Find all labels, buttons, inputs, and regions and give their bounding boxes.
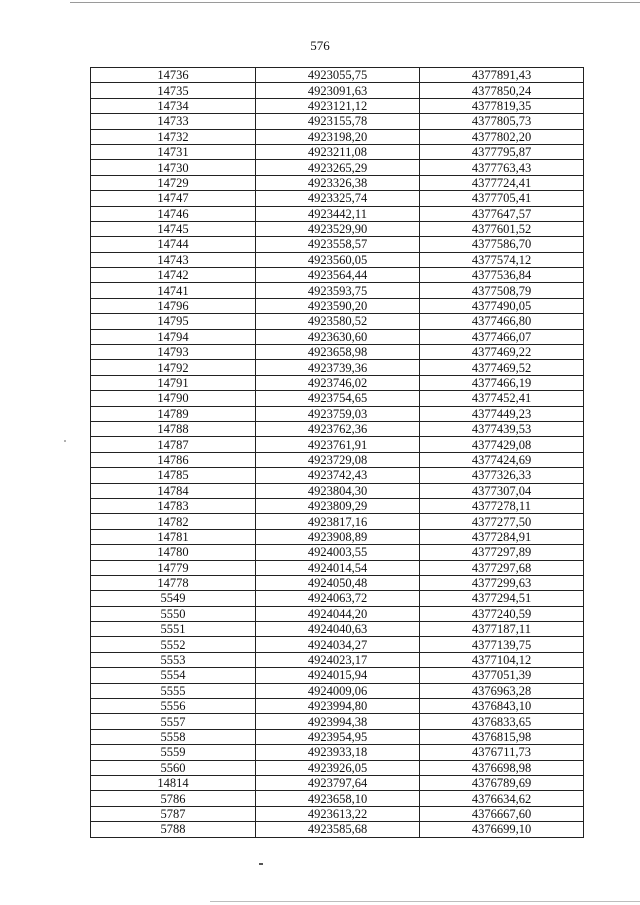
point-number-cell: 14785 bbox=[91, 468, 256, 483]
table-row bbox=[91, 729, 584, 744]
x-coordinate-cell: 4923994,80 bbox=[256, 699, 420, 714]
y-coordinate-cell: 4377307,04 bbox=[420, 483, 584, 498]
point-number-cell: 5552 bbox=[91, 637, 256, 652]
y-coordinate-cell: 4376963,28 bbox=[420, 683, 584, 698]
point-number-cell: 5786 bbox=[91, 791, 256, 806]
point-number-cell: 14734 bbox=[91, 98, 256, 113]
y-coordinate-cell: 4377297,89 bbox=[420, 545, 584, 560]
x-coordinate-cell: 4923198,20 bbox=[256, 129, 420, 144]
y-coordinate-cell: 4377240,59 bbox=[420, 606, 584, 621]
table-row bbox=[91, 237, 584, 252]
x-coordinate-cell: 4923564,44 bbox=[256, 268, 420, 283]
y-coordinate-cell: 4377466,19 bbox=[420, 375, 584, 390]
y-coordinate-cell: 4377850,24 bbox=[420, 83, 584, 98]
table-row bbox=[91, 345, 584, 360]
table-row bbox=[91, 283, 584, 298]
y-coordinate-cell: 4377139,75 bbox=[420, 637, 584, 652]
y-coordinate-cell: 4376711,73 bbox=[420, 745, 584, 760]
y-coordinate-cell: 4377187,11 bbox=[420, 622, 584, 637]
y-coordinate-cell: 4377449,23 bbox=[420, 406, 584, 421]
table-row bbox=[91, 252, 584, 267]
table-row bbox=[91, 714, 584, 729]
table-row bbox=[91, 221, 584, 236]
x-coordinate-cell: 4923908,89 bbox=[256, 529, 420, 544]
point-number-cell: 5559 bbox=[91, 745, 256, 760]
point-number-cell: 5553 bbox=[91, 652, 256, 667]
x-coordinate-cell: 4923742,43 bbox=[256, 468, 420, 483]
point-number-cell: 14786 bbox=[91, 452, 256, 467]
y-coordinate-cell: 4377805,73 bbox=[420, 114, 584, 129]
scan-mark-top-line bbox=[70, 2, 640, 3]
x-coordinate-cell: 4924023,17 bbox=[256, 652, 420, 667]
point-number-cell: 14814 bbox=[91, 775, 256, 790]
table-row bbox=[91, 775, 584, 790]
table-row bbox=[91, 191, 584, 206]
table-row bbox=[91, 760, 584, 775]
point-number-cell: 14730 bbox=[91, 160, 256, 175]
table-row bbox=[91, 268, 584, 283]
point-number-cell: 14791 bbox=[91, 375, 256, 390]
point-number-cell: 14731 bbox=[91, 144, 256, 159]
scan-mark-bottom-line bbox=[210, 901, 640, 902]
table-row bbox=[91, 452, 584, 467]
x-coordinate-cell: 4923121,12 bbox=[256, 98, 420, 113]
point-number-cell: 5555 bbox=[91, 683, 256, 698]
table-row bbox=[91, 791, 584, 806]
y-coordinate-cell: 4377277,50 bbox=[420, 514, 584, 529]
table-row bbox=[91, 668, 584, 683]
y-coordinate-cell: 4377724,41 bbox=[420, 175, 584, 190]
x-coordinate-cell: 4923613,22 bbox=[256, 806, 420, 821]
point-number-cell: 14779 bbox=[91, 560, 256, 575]
point-number-cell: 14784 bbox=[91, 483, 256, 498]
table-row bbox=[91, 591, 584, 606]
y-coordinate-cell: 4377536,84 bbox=[420, 268, 584, 283]
y-coordinate-cell: 4376815,98 bbox=[420, 729, 584, 744]
point-number-cell: 5560 bbox=[91, 760, 256, 775]
point-number-cell: 5550 bbox=[91, 606, 256, 621]
y-coordinate-cell: 4377452,41 bbox=[420, 391, 584, 406]
y-coordinate-cell: 4377763,43 bbox=[420, 160, 584, 175]
point-number-cell: 14781 bbox=[91, 529, 256, 544]
point-number-cell: 14733 bbox=[91, 114, 256, 129]
coordinates-table-body bbox=[91, 68, 584, 838]
y-coordinate-cell: 4377104,12 bbox=[420, 652, 584, 667]
y-coordinate-cell: 4377795,87 bbox=[420, 144, 584, 159]
table-row bbox=[91, 822, 584, 837]
table-row bbox=[91, 575, 584, 590]
x-coordinate-cell: 4923558,57 bbox=[256, 237, 420, 252]
table-row bbox=[91, 637, 584, 652]
x-coordinate-cell: 4923817,16 bbox=[256, 514, 420, 529]
point-number-cell: 14741 bbox=[91, 283, 256, 298]
x-coordinate-cell: 4923739,36 bbox=[256, 360, 420, 375]
x-coordinate-cell: 4923761,91 bbox=[256, 437, 420, 452]
point-number-cell: 14744 bbox=[91, 237, 256, 252]
x-coordinate-cell: 4924009,06 bbox=[256, 683, 420, 698]
table-row bbox=[91, 129, 584, 144]
x-coordinate-cell: 4924040,63 bbox=[256, 622, 420, 637]
y-coordinate-cell: 4377297,68 bbox=[420, 560, 584, 575]
table-row bbox=[91, 545, 584, 560]
table-row bbox=[91, 160, 584, 175]
x-coordinate-cell: 4923593,75 bbox=[256, 283, 420, 298]
table-row bbox=[91, 498, 584, 513]
point-number-cell: 14790 bbox=[91, 391, 256, 406]
x-coordinate-cell: 4923630,60 bbox=[256, 329, 420, 344]
table-row bbox=[91, 622, 584, 637]
x-coordinate-cell: 4923211,08 bbox=[256, 144, 420, 159]
y-coordinate-cell: 4377802,20 bbox=[420, 129, 584, 144]
x-coordinate-cell: 4923155,78 bbox=[256, 114, 420, 129]
table-row bbox=[91, 314, 584, 329]
table-row bbox=[91, 114, 584, 129]
x-coordinate-cell: 4924044,20 bbox=[256, 606, 420, 621]
point-number-cell: 14747 bbox=[91, 191, 256, 206]
table-row bbox=[91, 421, 584, 436]
x-coordinate-cell: 4923754,65 bbox=[256, 391, 420, 406]
table-row bbox=[91, 375, 584, 390]
y-coordinate-cell: 4376699,10 bbox=[420, 822, 584, 837]
x-coordinate-cell: 4923759,03 bbox=[256, 406, 420, 421]
x-coordinate-cell: 4923762,36 bbox=[256, 421, 420, 436]
y-coordinate-cell: 4377490,05 bbox=[420, 298, 584, 313]
point-number-cell: 14792 bbox=[91, 360, 256, 375]
x-coordinate-cell: 4923809,29 bbox=[256, 498, 420, 513]
y-coordinate-cell: 4377278,11 bbox=[420, 498, 584, 513]
table-row bbox=[91, 483, 584, 498]
point-number-cell: 14794 bbox=[91, 329, 256, 344]
x-coordinate-cell: 4923804,30 bbox=[256, 483, 420, 498]
y-coordinate-cell: 4377051,39 bbox=[420, 668, 584, 683]
y-coordinate-cell: 4377647,57 bbox=[420, 206, 584, 221]
y-coordinate-cell: 4377586,70 bbox=[420, 237, 584, 252]
point-number-cell: 14795 bbox=[91, 314, 256, 329]
x-coordinate-cell: 4923994,38 bbox=[256, 714, 420, 729]
y-coordinate-cell: 4377891,43 bbox=[420, 68, 584, 83]
table-row bbox=[91, 298, 584, 313]
table-row bbox=[91, 437, 584, 452]
point-number-cell: 14796 bbox=[91, 298, 256, 313]
point-number-cell: 14780 bbox=[91, 545, 256, 560]
point-number-cell: 14743 bbox=[91, 252, 256, 267]
x-coordinate-cell: 4923560,05 bbox=[256, 252, 420, 267]
table-row bbox=[91, 606, 584, 621]
table-row bbox=[91, 514, 584, 529]
y-coordinate-cell: 4377469,52 bbox=[420, 360, 584, 375]
y-coordinate-cell: 4377574,12 bbox=[420, 252, 584, 267]
scan-mark-bottom-dot bbox=[259, 863, 263, 865]
y-coordinate-cell: 4377326,33 bbox=[420, 468, 584, 483]
table-row bbox=[91, 745, 584, 760]
point-number-cell: 5787 bbox=[91, 806, 256, 821]
table-row bbox=[91, 175, 584, 190]
scan-mark-left-dot bbox=[64, 440, 66, 442]
y-coordinate-cell: 4377429,08 bbox=[420, 437, 584, 452]
x-coordinate-cell: 4923658,98 bbox=[256, 345, 420, 360]
point-number-cell: 5549 bbox=[91, 591, 256, 606]
x-coordinate-cell: 4923442,11 bbox=[256, 206, 420, 221]
y-coordinate-cell: 4376698,98 bbox=[420, 760, 584, 775]
x-coordinate-cell: 4923729,08 bbox=[256, 452, 420, 467]
x-coordinate-cell: 4924034,27 bbox=[256, 637, 420, 652]
x-coordinate-cell: 4923265,29 bbox=[256, 160, 420, 175]
x-coordinate-cell: 4923585,68 bbox=[256, 822, 420, 837]
point-number-cell: 14789 bbox=[91, 406, 256, 421]
table-row bbox=[91, 529, 584, 544]
y-coordinate-cell: 4376634,62 bbox=[420, 791, 584, 806]
table-row bbox=[91, 98, 584, 113]
table-row bbox=[91, 560, 584, 575]
y-coordinate-cell: 4376843,10 bbox=[420, 699, 584, 714]
y-coordinate-cell: 4377284,91 bbox=[420, 529, 584, 544]
point-number-cell: 5554 bbox=[91, 668, 256, 683]
y-coordinate-cell: 4377508,79 bbox=[420, 283, 584, 298]
point-number-cell: 5551 bbox=[91, 622, 256, 637]
point-number-cell: 5788 bbox=[91, 822, 256, 837]
point-number-cell: 14778 bbox=[91, 575, 256, 590]
y-coordinate-cell: 4377466,07 bbox=[420, 329, 584, 344]
x-coordinate-cell: 4923091,63 bbox=[256, 83, 420, 98]
table-row bbox=[91, 683, 584, 698]
x-coordinate-cell: 4923797,64 bbox=[256, 775, 420, 790]
table-row bbox=[91, 329, 584, 344]
x-coordinate-cell: 4923933,18 bbox=[256, 745, 420, 760]
table-row bbox=[91, 391, 584, 406]
x-coordinate-cell: 4923926,05 bbox=[256, 760, 420, 775]
point-number-cell: 14782 bbox=[91, 514, 256, 529]
table-row bbox=[91, 68, 584, 83]
x-coordinate-cell: 4924015,94 bbox=[256, 668, 420, 683]
x-coordinate-cell: 4923658,10 bbox=[256, 791, 420, 806]
coordinates-table bbox=[90, 67, 584, 838]
table-row bbox=[91, 806, 584, 821]
x-coordinate-cell: 4924050,48 bbox=[256, 575, 420, 590]
y-coordinate-cell: 4377601,52 bbox=[420, 221, 584, 236]
y-coordinate-cell: 4376833,65 bbox=[420, 714, 584, 729]
point-number-cell: 14745 bbox=[91, 221, 256, 236]
table-row bbox=[91, 206, 584, 221]
y-coordinate-cell: 4377439,53 bbox=[420, 421, 584, 436]
y-coordinate-cell: 4377705,41 bbox=[420, 191, 584, 206]
y-coordinate-cell: 4377294,51 bbox=[420, 591, 584, 606]
point-number-cell: 14736 bbox=[91, 68, 256, 83]
x-coordinate-cell: 4923954,95 bbox=[256, 729, 420, 744]
point-number-cell: 14732 bbox=[91, 129, 256, 144]
page-number: 576 bbox=[310, 38, 330, 53]
point-number-cell: 14735 bbox=[91, 83, 256, 98]
table-row bbox=[91, 699, 584, 714]
y-coordinate-cell: 4377466,80 bbox=[420, 314, 584, 329]
x-coordinate-cell: 4924003,55 bbox=[256, 545, 420, 560]
x-coordinate-cell: 4923529,90 bbox=[256, 221, 420, 236]
point-number-cell: 5557 bbox=[91, 714, 256, 729]
table-row bbox=[91, 468, 584, 483]
x-coordinate-cell: 4923055,75 bbox=[256, 68, 420, 83]
y-coordinate-cell: 4377299,63 bbox=[420, 575, 584, 590]
point-number-cell: 5558 bbox=[91, 729, 256, 744]
point-number-cell: 14729 bbox=[91, 175, 256, 190]
table-row bbox=[91, 652, 584, 667]
point-number-cell: 14783 bbox=[91, 498, 256, 513]
x-coordinate-cell: 4923580,52 bbox=[256, 314, 420, 329]
y-coordinate-cell: 4376789,69 bbox=[420, 775, 584, 790]
point-number-cell: 14787 bbox=[91, 437, 256, 452]
y-coordinate-cell: 4376667,60 bbox=[420, 806, 584, 821]
x-coordinate-cell: 4924014,54 bbox=[256, 560, 420, 575]
x-coordinate-cell: 4924063,72 bbox=[256, 591, 420, 606]
x-coordinate-cell: 4923590,20 bbox=[256, 298, 420, 313]
x-coordinate-cell: 4923746,02 bbox=[256, 375, 420, 390]
point-number-cell: 14746 bbox=[91, 206, 256, 221]
point-number-cell: 5556 bbox=[91, 699, 256, 714]
table-row bbox=[91, 406, 584, 421]
y-coordinate-cell: 4377424,69 bbox=[420, 452, 584, 467]
table-row bbox=[91, 360, 584, 375]
point-number-cell: 14788 bbox=[91, 421, 256, 436]
point-number-cell: 14793 bbox=[91, 345, 256, 360]
x-coordinate-cell: 4923326,38 bbox=[256, 175, 420, 190]
table-row bbox=[91, 144, 584, 159]
y-coordinate-cell: 4377469,22 bbox=[420, 345, 584, 360]
y-coordinate-cell: 4377819,35 bbox=[420, 98, 584, 113]
x-coordinate-cell: 4923325,74 bbox=[256, 191, 420, 206]
table-row bbox=[91, 83, 584, 98]
point-number-cell: 14742 bbox=[91, 268, 256, 283]
